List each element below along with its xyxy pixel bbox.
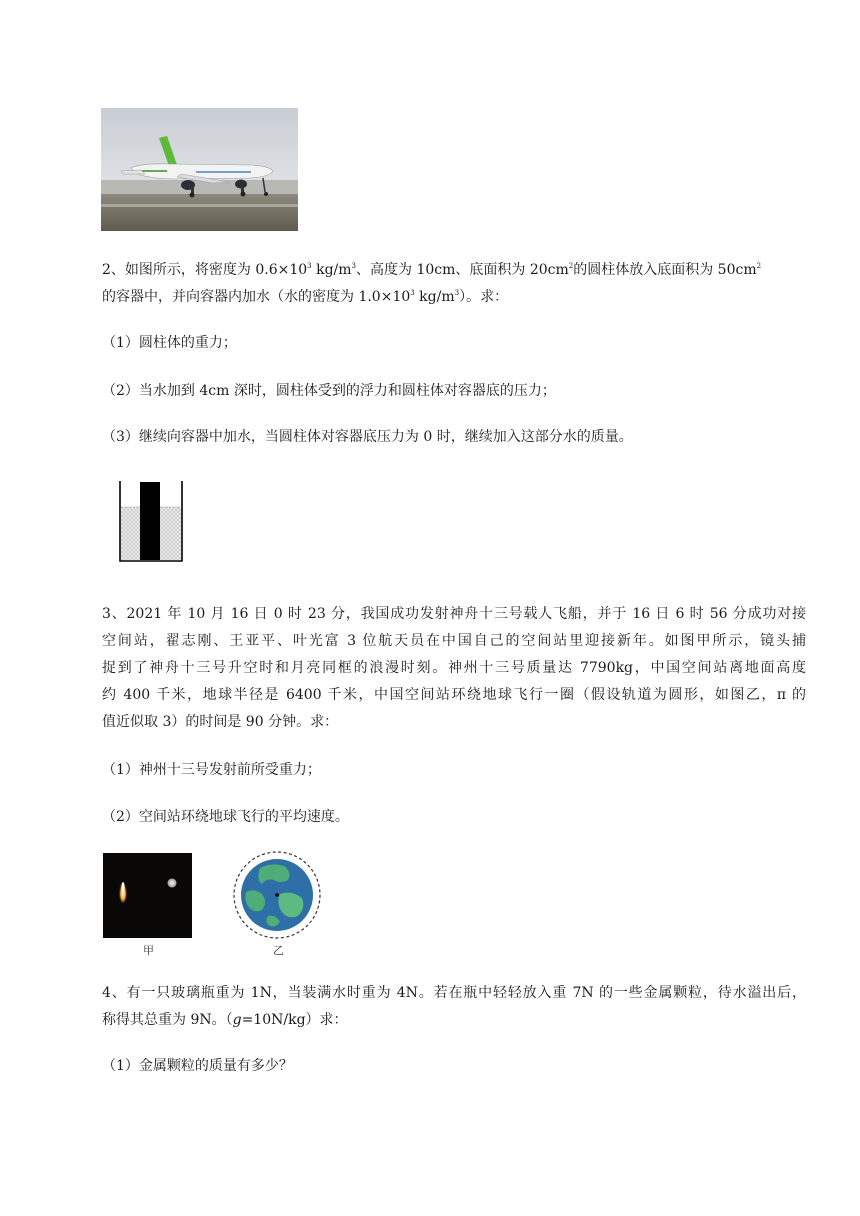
container-diagram xyxy=(119,481,183,563)
question-4 xyxy=(102,980,806,1034)
question-2-part-2: （2）当水加到 4cm 深时，圆柱体受到的浮力和圆柱体对容器底的压力； xyxy=(102,383,556,399)
figure-jia-caption: 甲 xyxy=(143,944,154,957)
question-3-line-5: 值近似取 3）的时间是 90 分钟。求： xyxy=(102,714,339,730)
question-4-part-1: （1）金属颗粒的质量有多少？ xyxy=(102,1058,293,1074)
question-3-part-1: （1）神州十三号发射前所受重力； xyxy=(102,762,321,778)
question-2 xyxy=(102,257,806,311)
question-3-line-1: 3、2021 年 10 月 16 日 0 时 23 分，我国成功发射神舟十三号载人飞船，并于 16 日 6 时 56 分成功对接 xyxy=(102,606,806,622)
cylinder-shape xyxy=(140,482,160,560)
question-2-part-1: （1）圆柱体的重力； xyxy=(102,335,237,351)
airplane-photo xyxy=(101,108,298,231)
question-3 xyxy=(102,601,806,736)
question-3-part-2: （2）空间站环绕地球飞行的平均速度。 xyxy=(102,809,349,825)
launch-moon-photo xyxy=(103,853,192,938)
figure-yi-caption: 乙 xyxy=(273,944,284,957)
question-4-line-1: 4、有一只玻璃瓶重为 1N，当装满水时重为 4N。若在瓶中轻轻放入重 7N 的一些金属颗粒，待水溢出后， xyxy=(102,985,806,1001)
earth-orbit-diagram xyxy=(232,850,322,940)
moon-icon xyxy=(168,879,177,888)
question-3-line-3: 捉到了神舟十三号升空时和月亮同框的浪漫时刻。神州十三号质量达 7790kg，中国空间站离地面高度 xyxy=(102,660,806,676)
question-4-line-2: 称得其总重为 9N。（g=10N/kg）求： xyxy=(102,1012,348,1028)
question-2-line-2: 的容器中，并向容器内加水（水的密度为 $1.0\times 10^3$ $kg/m^3$）。求： xyxy=(102,289,509,305)
question-2-part-3: （3）继续向容器中加水，当圆柱体对容器底压力为 0 时，继续加入这部分水的质量。 xyxy=(102,429,633,445)
question-3-line-2: 空间站，翟志刚、王亚平、叶光富 3 位航天员在中国自己的空间站里迎接新年。如图甲所示，镜头捕 xyxy=(102,633,806,649)
question-3-line-4: 约 400 千米，地球半径是 6400 千米，中国空间站环绕地球飞行一圈（假设轨道为圆形，如图乙，π 的 xyxy=(102,687,806,703)
question-2-line-1: 2、如图所示，将密度为 $0.6\times 10^3$ $kg/m^3$、高度为 10cm、底面积为 $20cm^2$的圆柱体放入底面积为 $50cm^2$ xyxy=(102,262,762,278)
